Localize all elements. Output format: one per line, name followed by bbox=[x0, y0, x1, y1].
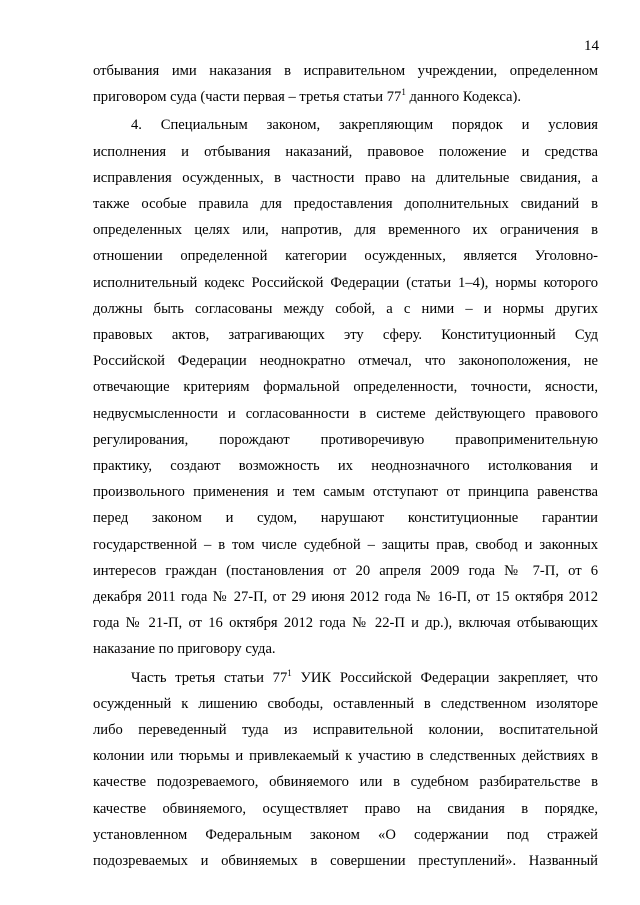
text-line: Российской Федерации неоднократно отмечал, что законоположения, не bbox=[93, 353, 598, 370]
text-line: исправления осужденных, в частности право на длительные свидания, а bbox=[93, 169, 598, 186]
text-line: государственной – в том числе судебной – защиты прав, свобод и законных bbox=[93, 536, 598, 553]
text-line: осужденный к лишению свободы, оставленный в следственном изоляторе bbox=[93, 695, 598, 712]
paragraph-continuation bbox=[93, 58, 598, 110]
text-line: исполнительный кодекс Российской Федерации (статьи 1–4), нормы которого bbox=[93, 274, 598, 291]
text-line: практику, создают возможность их неоднозначного истолкования и bbox=[93, 458, 598, 475]
text-line: также особые правила для предоставления дополнительных свиданий в bbox=[93, 196, 598, 213]
page-number: 14 bbox=[584, 38, 599, 54]
text-line: декабря 2011 года № 27-П, от 29 июня 2012 года № 16-П, от 15 октября 2012 bbox=[93, 589, 598, 606]
text-line: отношении определенной категории осужденных, является Уголовно- bbox=[93, 248, 598, 265]
superscript: 1 bbox=[287, 667, 292, 678]
text-line: должны быть согласованы между собой, а с ними – и нормы других bbox=[93, 300, 598, 317]
text-line: отбывания ими наказания в исправительном учреждении, определенном bbox=[93, 63, 598, 79]
text-line: качестве обвиняемого, осуществляет право на свидания в порядке, bbox=[93, 800, 598, 817]
text-line: качестве подозреваемого, обвиняемого или в судебном разбирательстве в bbox=[93, 774, 598, 791]
text-line: Часть третья статьи $77^1$ УИК Российской Федерации закрепляет, что bbox=[131, 667, 598, 686]
text-line: недвусмысленности и согласованности в системе действующего правового bbox=[93, 405, 598, 422]
document-body bbox=[93, 58, 598, 874]
text-line: перед законом и судом, нарушают конституционные гарантии bbox=[93, 510, 598, 527]
paragraph-article-77-1 bbox=[93, 665, 598, 875]
text-line: интересов граждан (постановления от 20 апреля 2009 года № 7-П, от 6 bbox=[93, 562, 598, 579]
text-line: колонии или тюрьмы и привлекаемый к участию в следственных действиях в bbox=[93, 748, 598, 765]
text-line: года № 21-П, от 16 октября 2012 года № 22-П и др.), включая отбывающих bbox=[93, 615, 598, 632]
text-line: 4. Специальным законом, закрепляющим порядок и условия bbox=[131, 117, 598, 134]
text-line: произвольного применения и тем самым отступают от принципа равенства bbox=[93, 484, 598, 501]
text-line: установленном Федеральным законом «О содержании под стражей bbox=[93, 826, 598, 843]
superscript: 1 bbox=[401, 87, 406, 98]
text-line: исполнения и отбывания наказаний, правовое положение и средства bbox=[93, 143, 598, 160]
text-line: приговором суда (части первая – третья статьи $77^1$ данного Кодекса). bbox=[93, 87, 522, 106]
text-line: отвечающие критериям формальной определенности, точности, ясности, bbox=[93, 379, 598, 396]
text-line: регулирования, порождают противоречивую правоприменительную bbox=[93, 431, 598, 448]
text-line: подозреваемых и обвиняемых в совершении преступлений». Названный bbox=[93, 853, 598, 870]
text-line: наказание по приговору суда. bbox=[93, 641, 276, 658]
text-line: правовых актов, затрагивающих эту сферу. Конституционный Суд bbox=[93, 327, 598, 344]
text-line: определенных целях или, напротив, для временного их ограничения в bbox=[93, 222, 598, 239]
paragraph-4 bbox=[93, 112, 598, 662]
text-line: либо переведенный туда из исправительной колонии, воспитательной bbox=[93, 722, 598, 739]
